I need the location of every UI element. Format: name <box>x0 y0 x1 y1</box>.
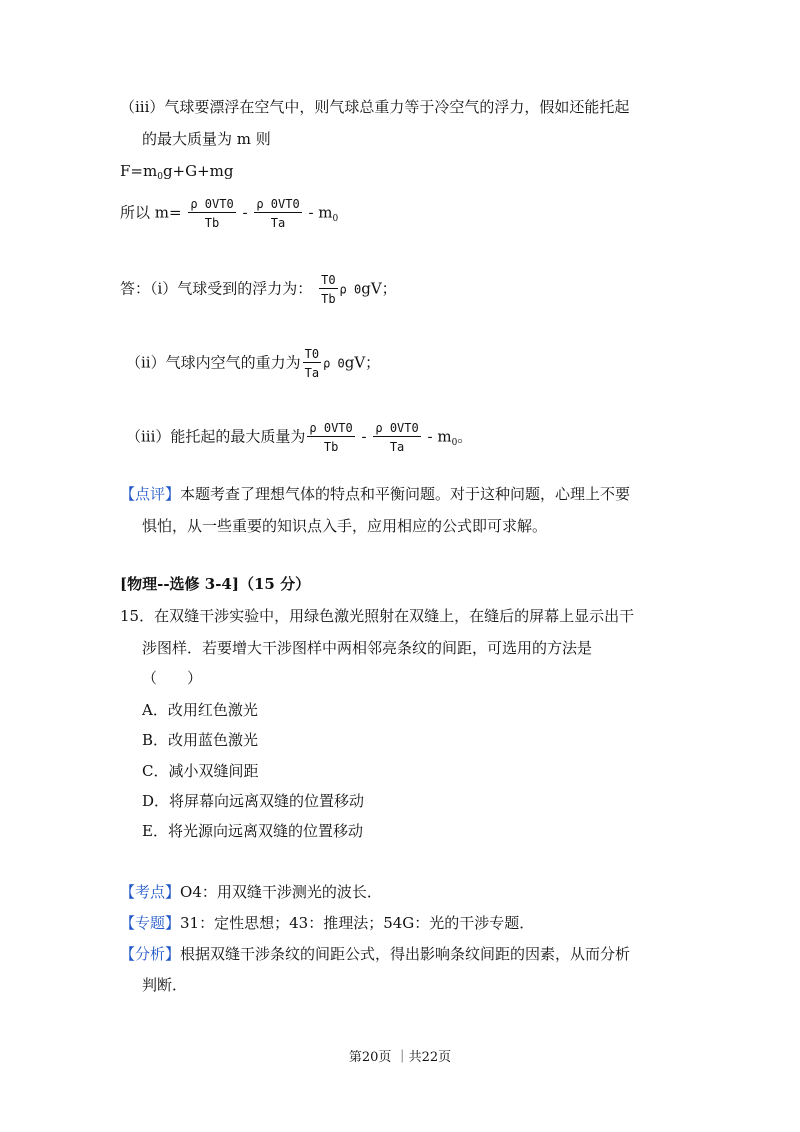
option-d: D．将屏幕向远离双缝的位置移动 <box>142 792 365 810</box>
zhuanti <box>120 913 534 933</box>
force-eq-post: g+G+mg <box>162 162 234 180</box>
fraction-denominator: Tb <box>321 292 336 306</box>
option-a: A．改用红色激光 <box>142 701 258 719</box>
mass-expression-label: 所以 m= <box>120 203 182 222</box>
answer-iii-end: 。 <box>457 427 473 446</box>
kaodian-text: O4：用双缝干涉测光的波长． <box>180 883 382 901</box>
zhuanti-text: 31：定性思想；43：推理法；54G：光的干涉专题． <box>180 914 535 932</box>
fraction-t0-over-tb <box>319 272 337 307</box>
fraction-numerator: T0 <box>304 347 320 361</box>
fraction-numerator: ρ 0VT0 <box>256 197 300 211</box>
part3-line1: （iii）气球要漂浮在空气中，则气球总重力等于冷空气的浮力，假如还能托起 <box>120 98 630 116</box>
fraction-denominator: Ta <box>389 440 405 454</box>
mass-tail-sub: 0 <box>332 213 339 224</box>
fraction-numerator: ρ 0VT0 <box>375 421 419 435</box>
fraction-denominator: Ta <box>270 216 286 230</box>
fraction-rho-over-ta <box>373 420 420 455</box>
force-eq-sub: 0 <box>157 172 163 182</box>
fraction-denominator: Tb <box>323 440 339 454</box>
mass-expression <box>120 196 338 231</box>
fraction-numerator: T0 <box>321 273 336 287</box>
answer-ii-tail: gV； <box>344 353 381 372</box>
answer-ii <box>126 346 380 381</box>
comment-line1 <box>120 484 630 504</box>
option-e: E．将光源向远离双缝的位置移动 <box>142 822 363 840</box>
fenxi-line1 <box>120 944 630 964</box>
question-15-line2: 涉图样．若要增大干涉图样中两相邻亮条纹的间距，可选用的方法是 <box>142 639 593 657</box>
answer-iii-label: （iii）能托起的最大质量为 <box>126 427 306 446</box>
question-15-blank: （ ） <box>142 669 203 687</box>
answer-i-tail: gV； <box>361 279 397 298</box>
part3-line2: 的最大质量为 m 则 <box>142 130 271 148</box>
kaodian-tag: 【考点】 <box>120 883 181 901</box>
fraction-rho-over-tb <box>307 420 354 455</box>
fenxi-tag: 【分析】 <box>120 945 181 963</box>
fraction-denominator: Ta <box>304 366 320 380</box>
fenxi-line2: 判断． <box>142 976 188 994</box>
fraction-denominator: Tb <box>204 216 220 230</box>
minus-sign: - <box>242 203 253 222</box>
option-c: C．减小双缝间距 <box>142 762 259 780</box>
fraction-t0-over-ta <box>303 346 321 381</box>
rho-symbol: ρ 0 <box>323 356 345 371</box>
mass-tail: - m <box>308 203 333 222</box>
fenxi-text: 根据双缝干涉条纹的间距公式，得出影响条纹间距的因素，从而分析 <box>180 945 631 963</box>
question-15-line1: 15．在双缝干涉实验中，用绿色激光照射在双缝上，在缝后的屏幕上显示出干 <box>120 607 635 625</box>
answer-i-label: 答：（i）气球受到的浮力为： <box>120 279 313 298</box>
comment-text: 本题考查了理想气体的特点和平衡问题。对于这种问题，心理上不要 <box>180 485 631 503</box>
answer-iii-tail: - m <box>422 427 452 446</box>
fraction-numerator: ρ 0VT0 <box>309 421 353 435</box>
comment-line2: 惧怕，从一些重要的知识点入手，应用相应的公式即可求解。 <box>142 517 548 535</box>
kaodian <box>120 882 382 902</box>
fraction-rho-over-ta <box>254 196 301 231</box>
minus-sign: - <box>356 427 372 446</box>
fraction-rho-over-tb <box>188 196 235 231</box>
page-footer: 第20页 ｜共22页 <box>348 1050 452 1065</box>
section-title: [物理--选修 3-4]（15 分） <box>120 575 311 593</box>
zhuanti-tag: 【专题】 <box>120 914 181 932</box>
option-b: B．改用蓝色激光 <box>142 731 259 749</box>
answer-iii-tail-sub: 0 <box>451 437 458 448</box>
rho-symbol: ρ 0 <box>339 282 362 297</box>
answer-i <box>120 272 397 307</box>
force-eq-pre: F=m <box>120 162 158 180</box>
comment-tag: 【点评】 <box>120 485 181 503</box>
answer-ii-label: （ii）气球内空气的重力为 <box>126 353 301 372</box>
answer-iii <box>126 420 472 455</box>
fraction-numerator: ρ 0VT0 <box>190 197 234 211</box>
force-equation <box>120 161 233 184</box>
